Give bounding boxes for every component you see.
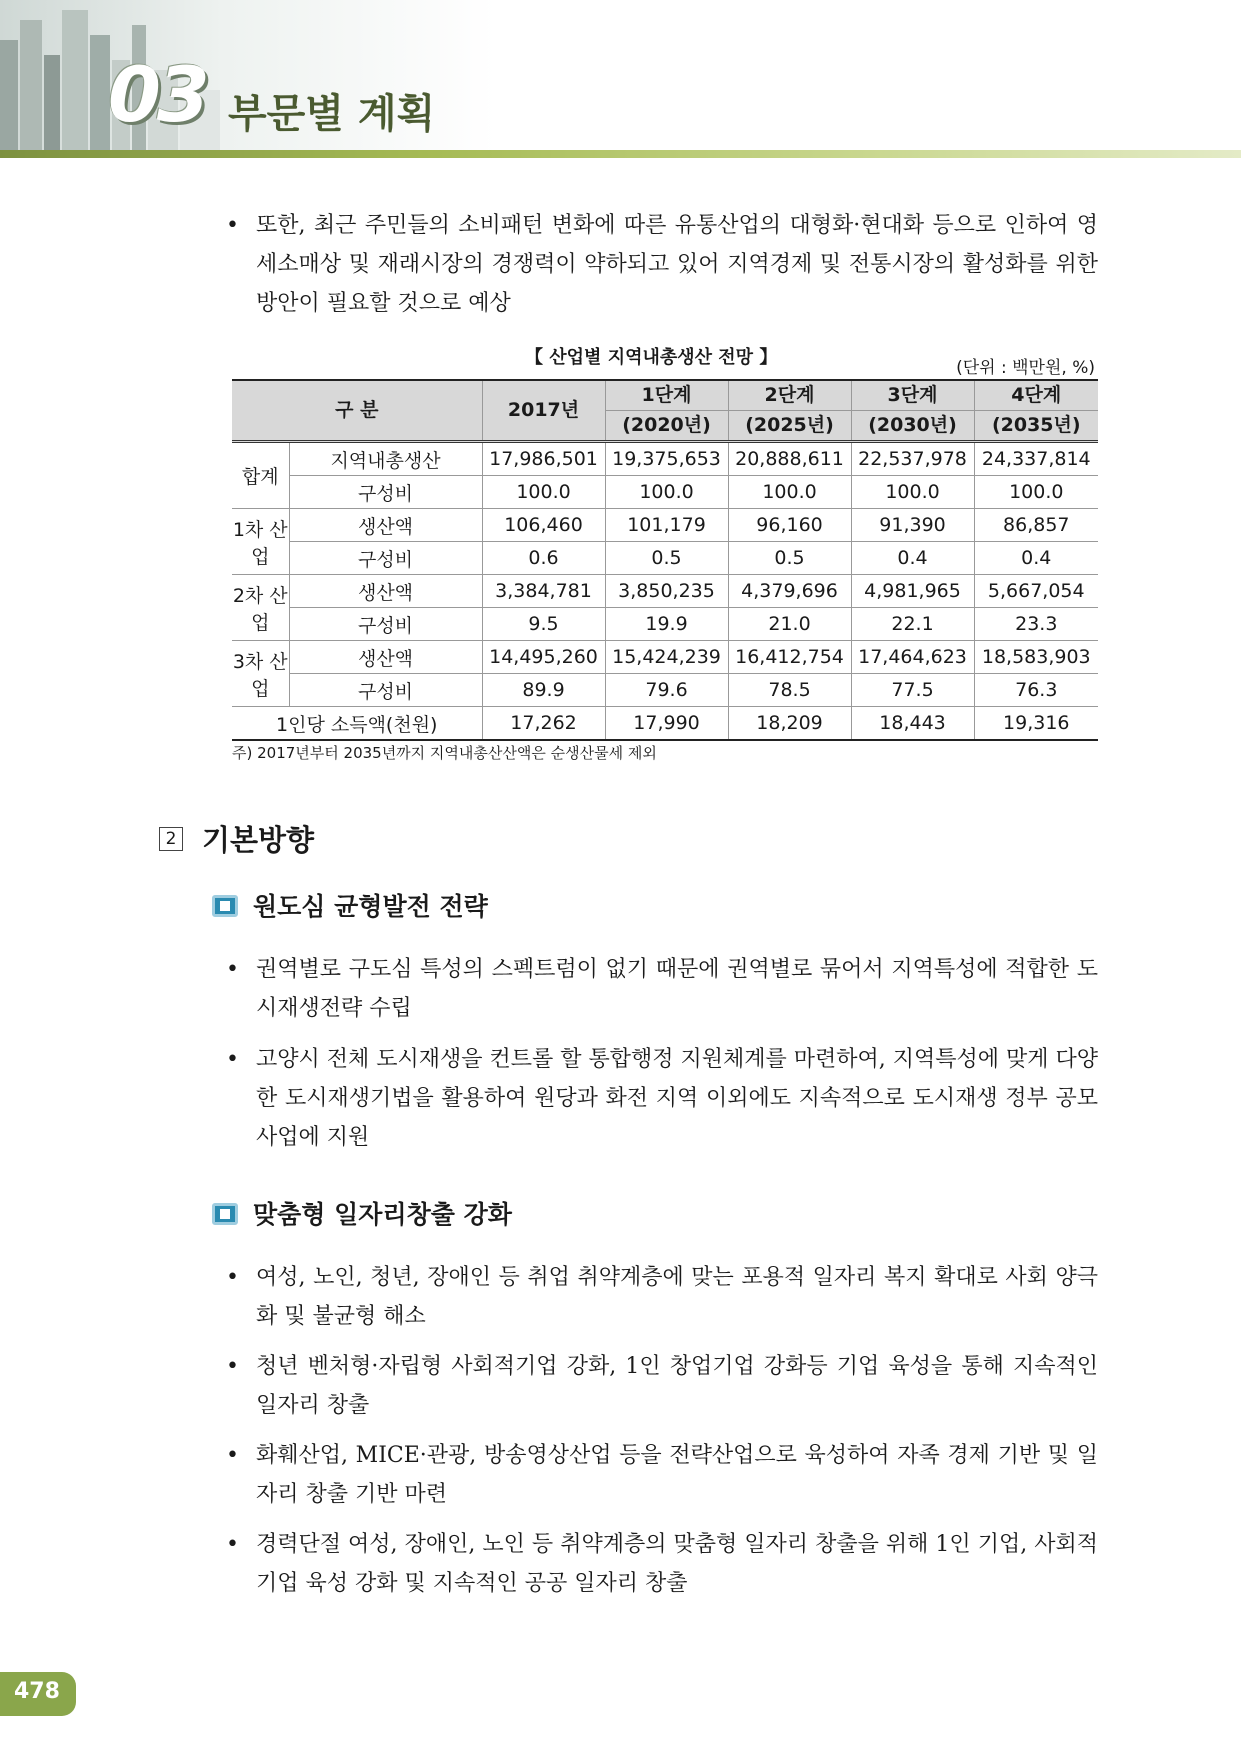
chapter-title: 부문별 계획 — [228, 91, 436, 137]
cell: 0.4 — [974, 542, 1098, 575]
header-phase2-year: (2025년) — [728, 411, 851, 442]
group-label: 1차 산업 — [232, 509, 289, 575]
gdp-projection-table — [232, 379, 1098, 741]
header-phase1-year: (2020년) — [605, 411, 728, 442]
table-row — [232, 674, 1098, 707]
cell: 3,850,235 — [605, 575, 728, 608]
row-item: 생산액 — [289, 641, 482, 674]
header-phase1: 1단계 — [605, 380, 728, 411]
cell: 16,412,754 — [728, 641, 851, 674]
table-row — [232, 575, 1098, 608]
cell: 86,857 — [974, 509, 1098, 542]
subsection-square-icon — [212, 895, 238, 917]
cell: 0.6 — [482, 542, 605, 575]
header-phase2: 2단계 — [728, 380, 851, 411]
table-unit: (단위 : 백만원, %) — [956, 358, 1095, 378]
header-phase3: 3단계 — [851, 380, 974, 411]
group-label: 2차 산업 — [232, 575, 289, 641]
bullet-text: 권역별로 구도심 특성의 스펙트럼이 없기 때문에 권역별로 묶어서 지역특성에 적합한 도시재생전략 수립 — [256, 957, 1098, 1021]
cell: 4,981,965 — [851, 575, 974, 608]
cell: 89.9 — [482, 674, 605, 707]
table-row — [232, 476, 1098, 509]
bullet-icon: • — [226, 1354, 239, 1379]
page-number: 478 — [14, 1679, 60, 1704]
cell: 21.0 — [728, 608, 851, 641]
cell: 18,443 — [851, 707, 974, 741]
row-item: 지역내총생산 — [289, 442, 482, 476]
bullet-icon: • — [226, 957, 239, 982]
table-row — [232, 641, 1098, 674]
bullet-icon: • — [226, 213, 239, 238]
header-2017: 2017년 — [482, 380, 605, 442]
bullet-text: 여성, 노인, 청년, 장애인 등 취업 취약계층에 맞는 포용적 일자리 복지 확대로 사회 양극화 및 불균형 해소 — [256, 1265, 1098, 1329]
header-category: 구 분 — [232, 380, 482, 442]
cell: 78.5 — [728, 674, 851, 707]
group-label: 합계 — [232, 442, 289, 509]
cell: 9.5 — [482, 608, 605, 641]
cell: 5,667,054 — [974, 575, 1098, 608]
table-footnote: 주) 2017년부터 2035년까지 지역내총산산액은 순생산물세 제외 — [232, 744, 657, 762]
bullet-text: 청년 벤처형·자립형 사회적기업 강화, 1인 창업기업 강화등 기업 육성을 통해 지속적인 일자리 창출 — [256, 1354, 1098, 1418]
cell: 101,179 — [605, 509, 728, 542]
table-row — [232, 707, 1098, 741]
group-label: 3차 산업 — [232, 641, 289, 707]
bullet-text: 경력단절 여성, 장애인, 노인 등 취약계층의 맞춤형 일자리 창출을 위해 1인 기업, 사회적 기업 육성 강화 및 지속적인 공공 일자리 창출 — [256, 1532, 1098, 1596]
cell: 3,384,781 — [482, 575, 605, 608]
table-row — [232, 442, 1098, 476]
cell: 15,424,239 — [605, 641, 728, 674]
cell: 0.4 — [851, 542, 974, 575]
table-header-row — [232, 380, 1098, 411]
cell: 0.5 — [728, 542, 851, 575]
cell: 14,495,260 — [482, 641, 605, 674]
cell: 17,464,623 — [851, 641, 974, 674]
bullet-icon: • — [226, 1443, 239, 1468]
table-row — [232, 542, 1098, 575]
table-row — [232, 509, 1098, 542]
section-title: 기본방향 — [202, 823, 315, 857]
subsection-title: 원도심 균형발전 전략 — [253, 892, 488, 921]
page-header — [0, 0, 1241, 162]
cell: 17,986,501 — [482, 442, 605, 476]
row-item: 생산액 — [289, 575, 482, 608]
cell: 100.0 — [851, 476, 974, 509]
cell: 22.1 — [851, 608, 974, 641]
cell: 100.0 — [605, 476, 728, 509]
cell: 91,390 — [851, 509, 974, 542]
cell: 100.0 — [974, 476, 1098, 509]
cell: 22,537,978 — [851, 442, 974, 476]
cell: 19.9 — [605, 608, 728, 641]
cell: 23.3 — [974, 608, 1098, 641]
header-divider — [0, 150, 1241, 158]
header-phase3-year: (2030년) — [851, 411, 974, 442]
cell: 18,583,903 — [974, 641, 1098, 674]
chapter-number: 03 — [108, 50, 206, 139]
table-caption: 【 산업별 지역내총생산 전망 】 — [525, 347, 778, 368]
cell: 100.0 — [728, 476, 851, 509]
cell: 77.5 — [851, 674, 974, 707]
cell: 20,888,611 — [728, 442, 851, 476]
cell: 24,337,814 — [974, 442, 1098, 476]
bullet-text: 고양시 전체 도시재생을 컨트롤 할 통합행정 지원체계를 마련하여, 지역특성에 맞게 다양한 도시재생기법을 활용하여 원당과 화전 지역 이외에도 지속적으로 도시재생 정부 공모사업에 지원 — [256, 1047, 1098, 1150]
cell: 79.6 — [605, 674, 728, 707]
bullet-icon: • — [226, 1532, 239, 1557]
bullet-icon: • — [226, 1047, 239, 1072]
cell: 100.0 — [482, 476, 605, 509]
row-item: 구성비 — [289, 542, 482, 575]
cell: 106,460 — [482, 509, 605, 542]
intro-paragraph: 또한, 최근 주민들의 소비패턴 변화에 따른 유통산업의 대형화·현대화 등으로 인하여 영세소매상 및 재래시장의 경쟁력이 약하되고 있어 지역경제 및 전통시장의 활성화를 위한 방안이 필요할 것으로 예상 — [256, 213, 1098, 316]
row-item: 생산액 — [289, 509, 482, 542]
bullet-text: 화훼산업, MICE·관광, 방송영상산업 등을 전략산업으로 육성하여 자족 경제 기반 및 일자리 창출 기반 마련 — [256, 1443, 1098, 1507]
row-item: 구성비 — [289, 476, 482, 509]
income-label: 1인당 소득액(천원) — [232, 707, 482, 741]
cell: 4,379,696 — [728, 575, 851, 608]
cell: 19,316 — [974, 707, 1098, 741]
cell: 19,375,653 — [605, 442, 728, 476]
cell: 0.5 — [605, 542, 728, 575]
cell: 76.3 — [974, 674, 1098, 707]
bullet-icon: • — [226, 1265, 239, 1290]
header-phase4: 4단계 — [974, 380, 1098, 411]
table-row — [232, 608, 1098, 641]
cell: 17,990 — [605, 707, 728, 741]
cell: 17,262 — [482, 707, 605, 741]
row-item: 구성비 — [289, 674, 482, 707]
row-item: 구성비 — [289, 608, 482, 641]
section-number-box: 2 — [159, 827, 183, 851]
cell: 18,209 — [728, 707, 851, 741]
subsection-square-icon — [212, 1203, 238, 1225]
subsection-title: 맞춤형 일자리창출 강화 — [253, 1200, 512, 1229]
header-phase4-year: (2035년) — [974, 411, 1098, 442]
cell: 96,160 — [728, 509, 851, 542]
